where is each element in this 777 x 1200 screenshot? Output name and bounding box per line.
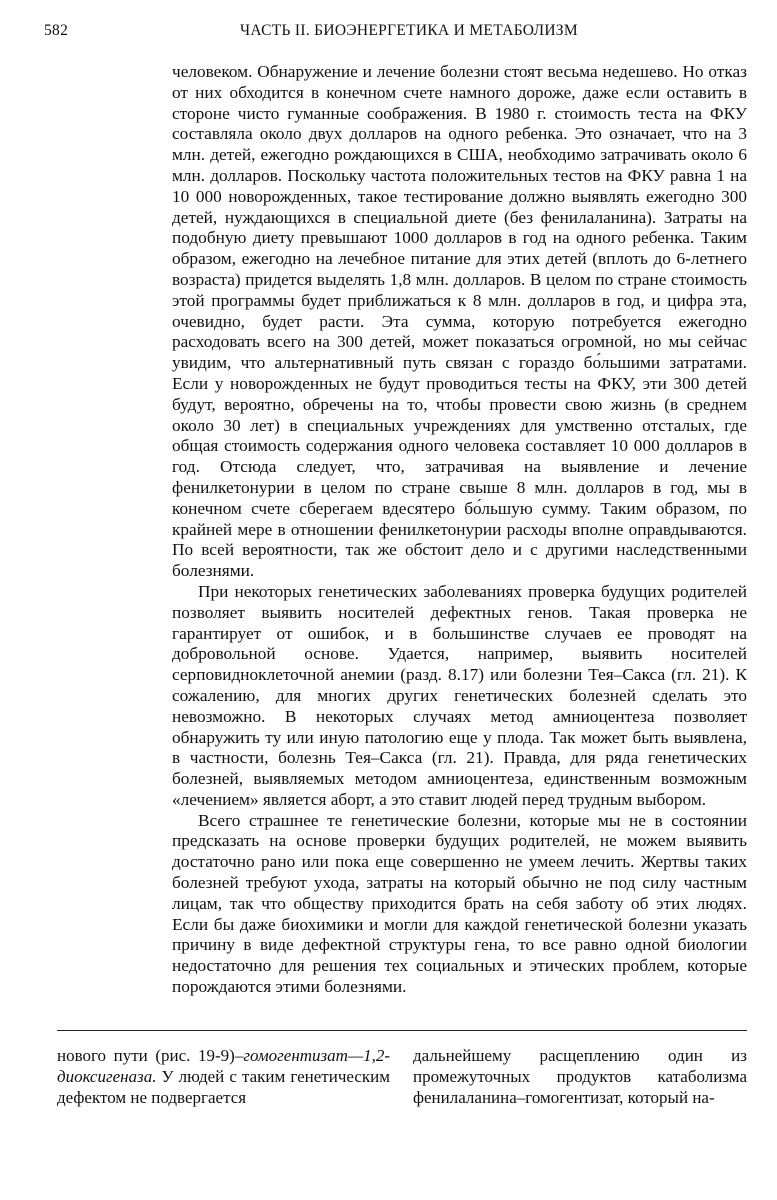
paragraph-3: Всего страшнее те генетические болезни, которые мы не в состоянии предсказать на основе проверки будущих родителей, не можем выявить достаточно рано или пока еще совершенно не умеем лечить. Жертвы таких болезней требуют ухода, затраты на который обычно не под силу частным лицам, так что обществу приходится брать на себя заботу об этих людях. Если бы даже биохимики и могли для каждой генетической болезни указать причину в виде дефектной структуры гена, то все равно одной биологии недостаточно для решения тех социальных и этических проблем, которые порождаются этими болезнями.: [172, 810, 747, 997]
paragraph-1: человеком. Обнаружение и лечение болезни стоят весьма недешево. Но отказ от них обходится в конечном счете намного дороже, даже если оставить в стороне чисто гуманные соображения. В 1980 г. стоимость теста на ФКУ составляла около двух долларов на одного ребенка. Это означает, что на 3 млн. детей, ежегодно рождающихся в США, необходимо затрачивать около 6 млн. долларов. Поскольку частота положительных тестов на ФКУ равна 1 на 10 000 новорожденных, такое тестирование должно выявлять ежегодно 300 детей, нуждающихся в специальной диете (без фенилаланина). Затраты на подобную диету превышают 1000 долларов в год на одного ребенка. Таким образом, ежегодно на лечебное питание для этих детей (вплоть до 6-летнего возраста) придется выделять 1,8 млн. долларов. В целом по стране стоимость этой программы будет приближаться к 8 млн. долларов в год, и цифра эта, очевидно, будет расти. Эта сумма, которую потребуется ежегодно расходовать всего на 300 детей, может показаться огромной, но мы сейчас увидим, что альтернативный путь связан с гораздо бо́льшими затратами. Если у новорожденных не будут проводиться тесты на ФКУ, эти 300 детей будут, вероятно, обречены на то, чтобы провести свою жизнь (в среднем около 30 лет) в специальных учреждениях для умственно отсталых, где общая стоимость содержания одного человека составляет 10 000 долларов в год. Отсюда следует, что, затрачивая на выявление и лечение фенилкетонурии в целом по стране свыше 8 млн. долларов в год, мы в конечном счете сберегаем вдесятеро бо́льшую сумму. Таким образом, по крайней мере в отношении фенилкетонурии расходы вполне оправдываются. По всей вероятности, так же обстоит дело и с другими наследственными болезнями.: [172, 62, 747, 581]
bottom-left-end: У людей с таким генетическим дефектом не подвергается: [57, 1066, 390, 1107]
main-text-block: [172, 62, 747, 998]
bottom-right-column: [413, 1046, 747, 1108]
page-number: 582: [44, 22, 69, 39]
bottom-left-text: [57, 1046, 390, 1108]
page-header: [44, 22, 744, 46]
section-divider: [57, 1030, 747, 1031]
running-head: ЧАСТЬ II. БИОЭНЕРГЕТИКА И МЕТАБОЛИЗМ: [240, 22, 578, 39]
bottom-right-text: дальнейшему расщеплению один из промежуточных продуктов катаболизма фенилаланина–гомогентизат, который на-: [413, 1046, 747, 1107]
bottom-left-start: нового пути (рис. 19-9)–: [57, 1046, 244, 1065]
enzyme-name: гомогентизат—1,2-диоксигеназа.: [57, 1046, 390, 1086]
bottom-left-column: [57, 1046, 390, 1108]
paragraph-2: При некоторых генетических заболеваниях проверка будущих родителей позволяет выявить носителей дефектных генов. Такая проверка не гарантирует от ошибок, и в большинстве случаев ее проводят на добровольной основе. Удается, например, выявить носителей серповидноклеточной анемии (разд. 8.17) или болезни Тея–Сакса (гл. 21). К сожалению, для многих других генетических болезней сделать это невозможно. В некоторых случаях метод амниоцентеза позволяет обнаружить ту или иную патологию еще у плода. Так может быть выявлена, в частности, болезнь Тея–Сакса (гл. 21). Правда, для ряда генетических болезней, выявляемых методом амниоцентеза, единственным возможным «лечением» является аборт, а это ставит людей перед трудным выбором.: [172, 581, 747, 809]
